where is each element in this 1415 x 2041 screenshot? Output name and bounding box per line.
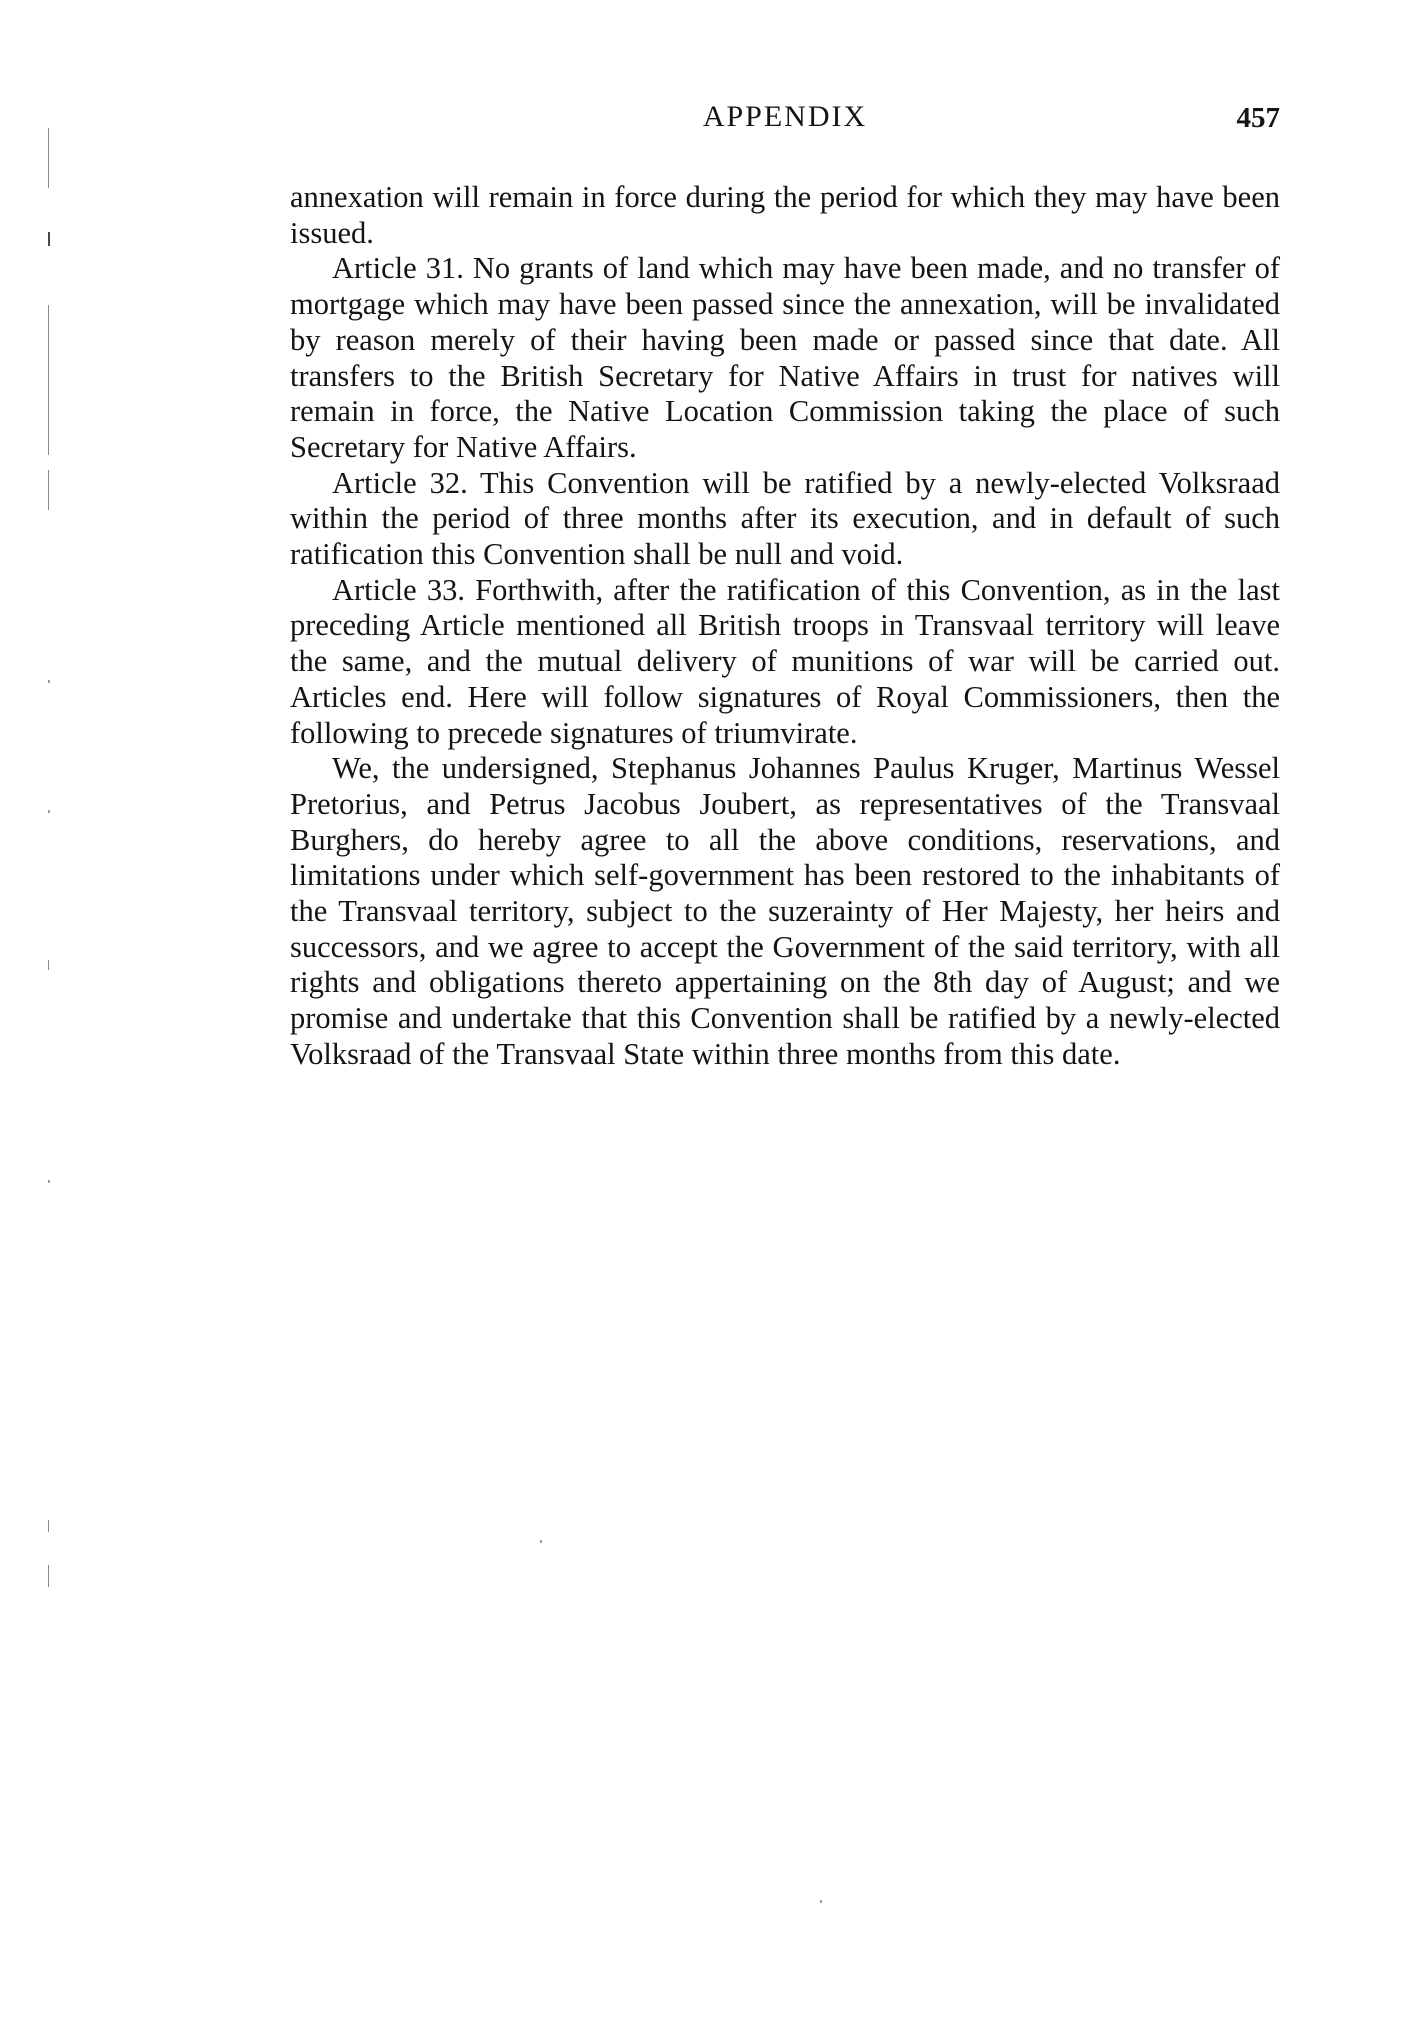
paragraph-continuation: annexation will remain in force during the period for which they may have been issued. bbox=[290, 180, 1280, 250]
body-text bbox=[290, 180, 1280, 1073]
page-number: 457 bbox=[1236, 102, 1280, 134]
paragraph-declaration: We, the undersigned, Stephanus Johannes Paulus Kruger, Martinus Wessel Pretorius, and Petrus Jacobus Joubert, as representatives of the Transvaal Burghers, do hereby agree to all the above conditions, reservations, and limitations under which self-government has been restored to the inhabitants of the Transvaal territory, subject to the suzerainty of Her Majesty, her heirs and successors, and we agree to accept the Government of the said territory, with all rights and obligations thereto appertaining on the 8th day of August; and we promise and undertake that this Convention shall be ratified by a newly-elected Volksraad of the Transvaal State within three months from this date. bbox=[290, 751, 1280, 1071]
margin-mark bbox=[48, 305, 49, 455]
margin-mark bbox=[48, 960, 49, 970]
running-head bbox=[290, 100, 1280, 140]
margin-speck bbox=[48, 680, 50, 683]
paragraph-article-31: Article 31. No grants of land which may have been made, and no transfer of mortgage which may have been passed since the annexation, will be invalidated by reason merely of their having been made or passed since that date. All transfers to the British Secretary for Native Affairs in trust for natives will remain in force, the Native Location Commission taking the place of such Secretary for Native Affairs. bbox=[290, 251, 1280, 464]
running-title: APPENDIX bbox=[702, 100, 868, 133]
page-speck bbox=[540, 1540, 542, 1543]
margin-mark bbox=[48, 232, 50, 246]
page-speck bbox=[820, 1900, 822, 1903]
margin-mark bbox=[48, 1520, 49, 1532]
margin-mark bbox=[48, 470, 49, 510]
margin-mark bbox=[48, 128, 49, 188]
margin-speck bbox=[48, 1180, 50, 1183]
margin-mark bbox=[48, 1565, 49, 1587]
paragraph-article-32: Article 32. This Convention will be ratified by a newly-elected Volksraad within the period of three months after its execution, and in default of such ratification this Convention shall be null and void. bbox=[290, 465, 1280, 572]
binding-margin-marks bbox=[48, 120, 78, 1620]
paragraph-article-33: Article 33. Forthwith, after the ratification of this Convention, as in the last preceding Article mentioned all British troops in Transvaal territory will leave the same, and the mutual delivery of munitions of war will be carried out. Articles end. Here will follow signatures of Royal Commissioners, then the following to precede signatures of triumvirate. bbox=[290, 572, 1280, 750]
margin-speck bbox=[48, 810, 50, 813]
